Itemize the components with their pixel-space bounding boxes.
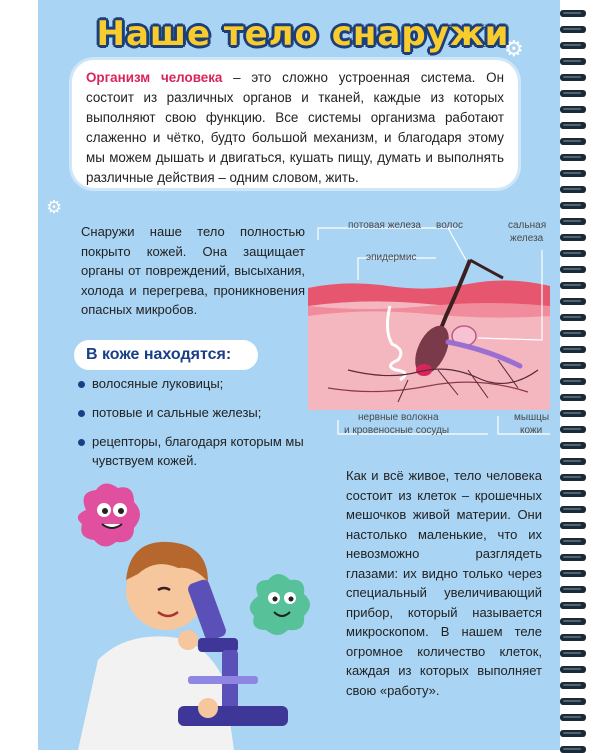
label-muscles-1: мышцы [514,412,549,423]
binding-ring [560,522,586,529]
binding-ring [560,698,586,705]
binding-ring [560,234,586,241]
binding-ring [560,586,586,593]
gear-icon: ⚙ [504,36,524,61]
label-muscles-2: кожи [520,425,543,436]
binding-ring [560,330,586,337]
skin-diagram [288,220,558,445]
list-item: волосяные луковицы; [76,374,308,393]
binding-ring [560,250,586,257]
page [38,0,560,750]
label-nerves-2: и кровеносные сосуды [344,425,450,436]
label-sebaceous-1: сальная [508,220,547,231]
boy-with-microscope-image [38,470,328,750]
binding-ring [560,122,586,129]
binding-ring [560,10,586,17]
binding-ring [560,186,586,193]
binding-ring [560,666,586,673]
binding-ring [560,362,586,369]
binding-ring [560,298,586,305]
gear-icon: ⚙ [46,197,63,217]
intro-box [72,60,518,188]
binding-ring [560,618,586,625]
binding-ring [560,346,586,353]
binding-ring [560,266,586,273]
binding-ring [560,634,586,641]
binding-ring [560,58,586,65]
binding-ring [560,378,586,385]
label-sweat-gland: потовая железа [348,220,421,231]
binding-ring [560,26,586,33]
binding-ring [560,474,586,481]
binding-ring [560,506,586,513]
green-germ-icon [250,574,310,635]
binding-ring [560,314,586,321]
label-epidermis: эпидермис [366,252,417,263]
binding-ring [560,410,586,417]
cells-paragraph: Как и всё живое, тело человека состоит из клеток – крошечных мешочков живой материи. Они настолько маленькие, что их невозможно разглядеть глазами: их видно только через специальный увеличивающий прибор, который называется микроскопом. В нашем теле огромное количество клеток, каждая из которых выполняет свою «работу». [346,468,542,698]
list-item: рецепторы, благодаря которым мы чувствуем кожей. [76,432,308,470]
binding-ring [560,170,586,177]
binding-ring [560,282,586,289]
intro-paragraph [86,68,504,188]
binding-ring [560,458,586,465]
binding-ring [560,730,586,737]
binding-ring [560,682,586,689]
binding-ring [560,394,586,401]
page-title: Наше тело снаружи [96,14,510,54]
binding-ring [560,202,586,209]
binding-ring [560,90,586,97]
binding-ring [560,426,586,433]
spiral-binding [560,0,600,750]
skin-heading [74,340,258,370]
binding-ring [560,602,586,609]
binding-ring [560,42,586,49]
binding-ring [560,154,586,161]
binding-ring [560,106,586,113]
intro-highlight: Организм человека [86,70,223,85]
skin-heading-text: В коже находятся: [86,346,232,363]
label-sebaceous-2: железа [510,233,544,244]
binding-ring [560,490,586,497]
intro-text: – это сложно устроенная система. Он состоит из различных органов и тканей, каждые из которых выполняют свою функцию. Все системы организма работают слаженно и чётко, будто большой механизм, и благодаря этому мы можем дышать и двигаться, кушать пищу, думать и выполнять различные действия – одним словом, жить. [86,70,504,185]
binding-ring [560,650,586,657]
binding-ring [560,442,586,449]
binding-ring [560,218,586,225]
binding-ring [560,554,586,561]
label-nerves-1: нервные волокна [358,412,439,423]
binding-ring [560,538,586,545]
scientist-illustration [38,470,328,750]
label-hair: волос [436,220,464,231]
lead-paragraph: Снаружи наше тело полностью покрыто кожей. Она защищает органы от повреждений, высыхания, холода и перегрева, проникновения опасных микробов. [81,224,305,317]
binding-ring [560,138,586,145]
binding-ring [560,74,586,81]
binding-ring [560,714,586,721]
pink-germ-icon [78,483,140,546]
list-item: потовые и сальные железы; [76,403,308,422]
skin-list [76,374,308,480]
binding-ring [560,570,586,577]
